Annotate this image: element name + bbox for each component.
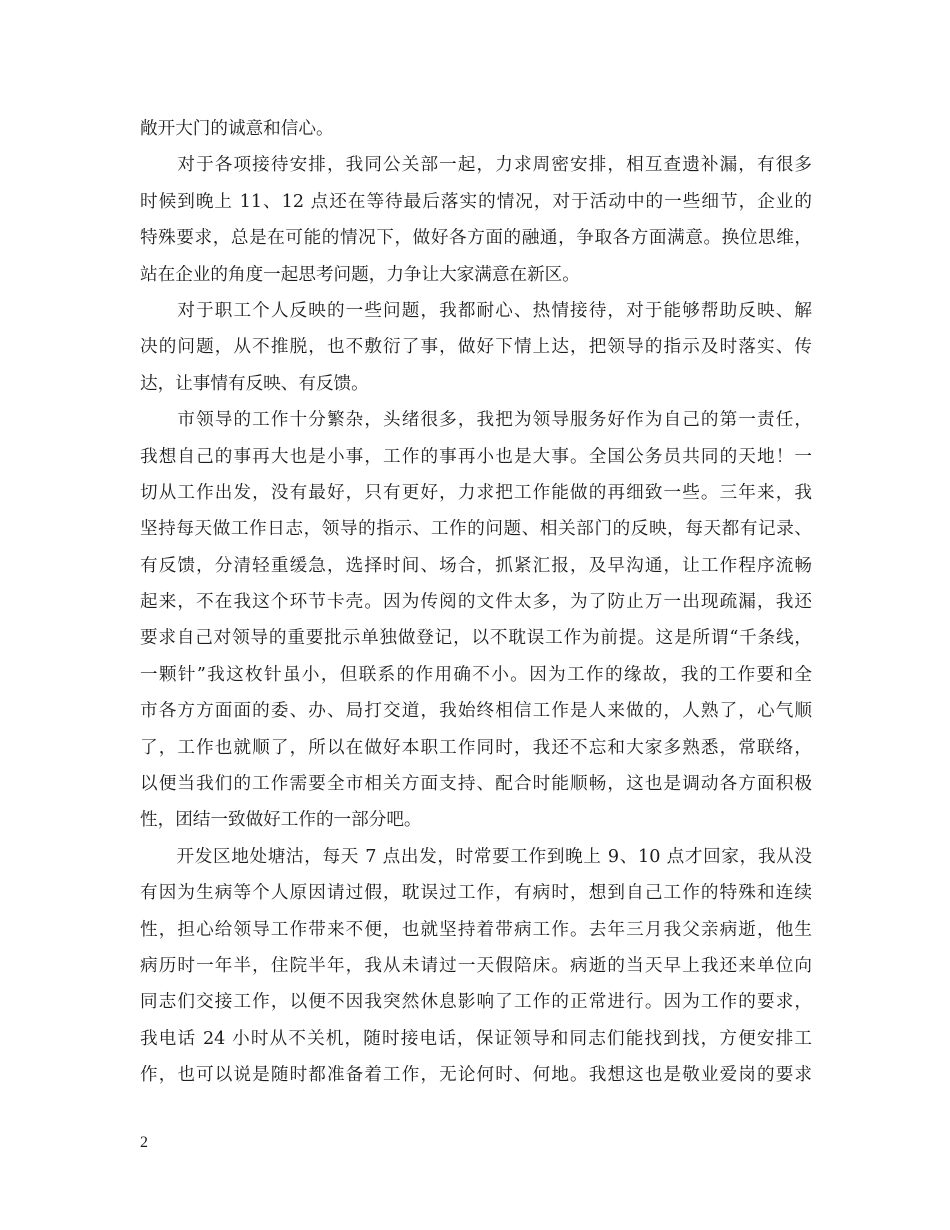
text-line: 切从工作出发，没有最好，只有更好，力求把工作能做的再细致一些。三年来，我 <box>140 482 812 503</box>
text-line: 市各方方面面的委、办、局打交道，我始终相信工作是人来做的，人熟了，心气顺 <box>140 701 812 722</box>
text-line: 敞开大门的诚意和信心。 <box>140 119 334 139</box>
text-line: 我想自己的事再大也是小事，工作的事再小也是大事。全国公务员共同的天地！一 <box>140 446 812 467</box>
text-line: 时候到晚上 11、12 点还在等待最后落实的情况，对于活动中的一些细节，企业的 <box>140 191 812 212</box>
text-line: 对于职工个人反映的一些问题，我都耐心、热情接待，对于能够帮助反映、解 <box>140 300 812 321</box>
text-line: 同志们交接工作，以便不因我突然休息影响了工作的正常进行。因为工作的要求， <box>140 992 812 1013</box>
text-line: 作，也可以说是随时都准备着工作，无论何时、何地。我想这也是敬业爱岗的要求 <box>140 1065 812 1086</box>
body-text <box>140 111 812 1094</box>
text-line: 有反馈，分清轻重缓急，选择时间、场合，抓紧汇报，及早沟通，让工作程序流畅 <box>140 555 812 576</box>
text-line: 有因为生病等个人原因请过假，耽误过工作，有病时，想到自己工作的特殊和连续 <box>140 883 812 904</box>
text-line: 性，团结一致做好工作的一部分吧。 <box>140 810 422 831</box>
text-line: 决的问题，从不推脱，也不敷衍了事，做好下情上达，把领导的指示及时落实、传 <box>140 337 812 358</box>
text-line: 病历时一年半，住院半年，我从未请过一天假陪床。病逝的当天早上我还来单位向 <box>140 955 812 976</box>
page-number: 2 <box>140 1134 148 1151</box>
text-line: 一颗针”我这枚针虽小，但联系的作用确不小。因为工作的缘故，我的工作要和全 <box>140 664 812 685</box>
text-line: 要求自己对领导的重要批示单独做登记，以不耽误工作为前提。这是所谓“千条线， <box>140 628 812 649</box>
text-line: 我电话 24 小时从不关机，随时接电话，保证领导和同志们能找到找，方便安排工 <box>140 1028 812 1049</box>
text-line: 达，让事情有反映、有反馈。 <box>140 373 369 394</box>
text-line: 坚持每天做工作日志，领导的指示、工作的问题、相关部门的反映，每天都有记录、 <box>140 519 812 540</box>
text-line: 站在企业的角度一起思考问题，力争让大家满意在新区。 <box>140 264 580 285</box>
text-line: 以便当我们的工作需要全市相关方面支持、配合时能顺畅，这也是调动各方面积极 <box>140 774 812 795</box>
text-line: 特殊要求，总是在可能的情况下，做好各方面的融通，争取各方面满意。换位思维， <box>140 228 812 249</box>
text-line: 对于各项接待安排，我同公关部一起，力求周密安排，相互查遗补漏，有很多 <box>140 155 812 176</box>
text-line: 起来，不在我这个环节卡壳。因为传阅的文件太多，为了防止万一出现疏漏，我还 <box>140 592 812 613</box>
text-line: 市领导的工作十分繁杂，头绪很多，我把为领导服务好作为自己的第一责任， <box>140 410 812 431</box>
text-line: 性，担心给领导工作带来不便，也就坚持着带病工作。去年三月我父亲病逝，他生 <box>140 919 812 940</box>
text-line: 了，工作也就顺了，所以在做好本职工作同时，我还不忘和大家多熟悉，常联络， <box>140 737 812 758</box>
text-line: 开发区地处塘沽，每天 7 点出发，时常要工作到晚上 9、10 点才回家，我从没 <box>140 846 812 867</box>
